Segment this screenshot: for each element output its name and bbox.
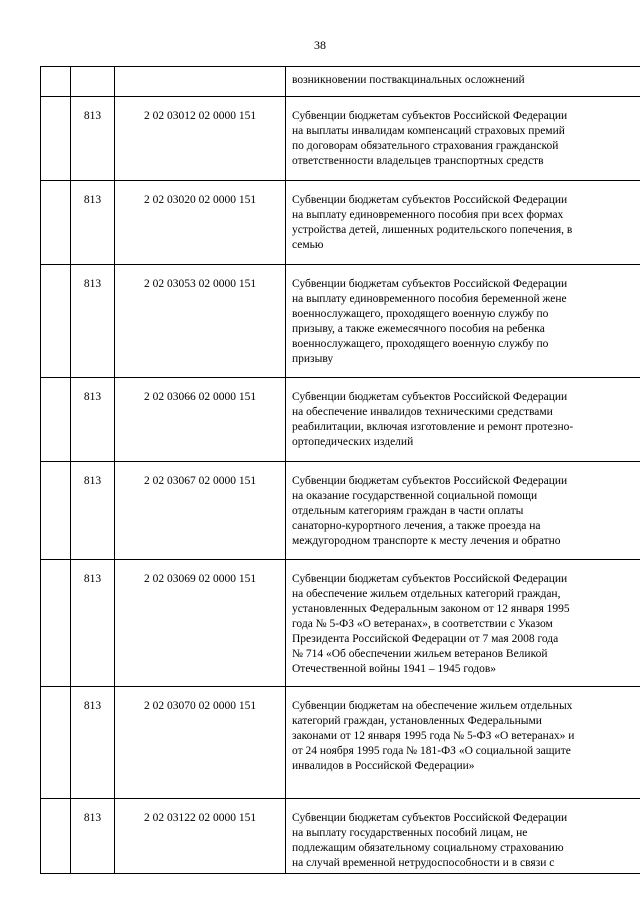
budget-code-cell: 2 02 03020 02 0000 151 xyxy=(115,181,286,265)
table-row xyxy=(41,462,640,560)
description-line: ответственности владельцев транспортных средств xyxy=(292,155,544,167)
budget-code-cell: 2 02 03067 02 0000 151 xyxy=(115,462,286,560)
description-line: призыву, а также ежемесячного пособия на ребенка xyxy=(292,323,545,335)
description-line: Субвенции бюджетам субъектов Российской Федерации xyxy=(292,278,568,290)
revenue-codes-table xyxy=(40,66,640,874)
description-cell xyxy=(286,560,640,687)
admin-code-cell: 813 xyxy=(71,378,115,462)
table-row xyxy=(41,97,640,181)
admin-code-cell: 813 xyxy=(71,265,115,378)
admin-code-cell: 813 xyxy=(71,799,115,874)
description-line: на оказание государственной социальной помощи xyxy=(292,490,538,502)
description-line: устройства детей, лишенных родительского попечения, в xyxy=(292,224,573,236)
blank-cell xyxy=(41,378,71,462)
description-line: № 714 «Об обеспечении жильем ветеранов Великой xyxy=(292,648,548,660)
table-row xyxy=(41,799,640,874)
description-line: Субвенции бюджетам субъектов Российской Федерации xyxy=(292,391,568,403)
description-cell xyxy=(286,799,640,874)
budget-code-cell: 2 02 03122 02 0000 151 xyxy=(115,799,286,874)
description-line: военнослужащего, проходящего военную службу по xyxy=(292,308,549,320)
description-line: установленных Федеральным законом от 12 января 1995 xyxy=(292,603,570,615)
admin-code-cell: 813 xyxy=(71,687,115,799)
description-line: призыву xyxy=(292,353,334,365)
description-cell xyxy=(286,462,640,560)
description-cell xyxy=(286,378,640,462)
table-row xyxy=(41,265,640,378)
blank-cell xyxy=(41,799,71,874)
table-row xyxy=(41,560,640,687)
table-row xyxy=(41,181,640,265)
description-line: отдельным категориям граждан в части оплаты xyxy=(292,505,524,517)
description-line: от 24 ноября 1995 года № 181-ФЗ «О социальной защите xyxy=(292,745,571,757)
description-line: реабилитации, включая изготовление и ремонт протезно- xyxy=(292,421,574,433)
description-line: Субвенции бюджетам субъектов Российской Федерации xyxy=(292,475,568,487)
budget-code-cell: 2 02 03012 02 0000 151 xyxy=(115,97,286,181)
budget-code-cell: 2 02 03070 02 0000 151 xyxy=(115,687,286,799)
admin-code-cell: 813 xyxy=(71,181,115,265)
admin-code-cell: 813 xyxy=(71,97,115,181)
description-line: подлежащим обязательному социальному страхованию xyxy=(292,842,564,854)
blank-cell xyxy=(41,181,71,265)
blank-cell xyxy=(41,687,71,799)
description-line: на обеспечение инвалидов техническими средствами xyxy=(292,406,553,418)
description-line: возникновении поствакцинальных осложнений xyxy=(292,74,525,86)
description-cell xyxy=(286,97,640,181)
description-line: междугородном транспорте к месту лечения и обратно xyxy=(292,535,561,547)
table-row xyxy=(41,67,640,97)
description-line: по договорам обязательного страхования гражданской xyxy=(292,140,559,152)
page-number: 38 xyxy=(314,38,326,52)
blank-cell xyxy=(41,462,71,560)
description-line: Субвенции бюджетам субъектов Российской Федерации xyxy=(292,194,568,206)
description-line: на выплату государственных пособий лицам, не xyxy=(292,827,528,839)
blank-cell xyxy=(41,67,71,97)
table-row xyxy=(41,687,640,799)
description-line: Субвенции бюджетам на обеспечение жильем отдельных xyxy=(292,700,573,712)
description-line: ортопедических изделий xyxy=(292,436,414,448)
blank-cell xyxy=(41,97,71,181)
description-line: Отечественной войны 1941 – 1945 годов» xyxy=(292,663,497,675)
budget-code-cell: 2 02 03066 02 0000 151 xyxy=(115,378,286,462)
description-line: Субвенции бюджетам субъектов Российской Федерации xyxy=(292,573,568,585)
table-body xyxy=(41,67,640,874)
description-line: на выплату единовременного пособия при всех формах xyxy=(292,209,564,221)
description-line: года № 5-ФЗ «О ветеранах», в соответствии с Указом xyxy=(292,618,553,630)
revenue-table-container xyxy=(40,66,640,905)
description-line: инвалидов в Российской Федерации» xyxy=(292,760,475,772)
description-line: Субвенции бюджетам субъектов Российской Федерации xyxy=(292,812,568,824)
description-cell xyxy=(286,687,640,799)
description-line: категорий граждан, установленных Федеральными xyxy=(292,715,542,727)
description-line: на случай временной нетрудоспособности и в связи с xyxy=(292,857,555,869)
admin-code-cell: 813 xyxy=(71,462,115,560)
budget-code-cell: 2 02 03069 02 0000 151 xyxy=(115,560,286,687)
table-row xyxy=(41,378,640,462)
description-line: семью xyxy=(292,239,324,251)
description-line: Субвенции бюджетам субъектов Российской Федерации xyxy=(292,110,568,122)
description-line: на выплату единовременного пособия беременной жене xyxy=(292,293,567,305)
description-line: на обеспечение жильем отдельных категорий граждан, xyxy=(292,588,561,600)
description-line: Президента Российской Федерации от 7 мая 2008 года xyxy=(292,633,559,645)
description-line: законами от 12 января 1995 года № 5-ФЗ «О ветеранах» и xyxy=(292,730,575,742)
budget-code-cell: 2 02 03053 02 0000 151 xyxy=(115,265,286,378)
description-line: санаторно-курортного лечения, а также проезда на xyxy=(292,520,541,532)
blank-cell xyxy=(41,560,71,687)
description-cell xyxy=(286,265,640,378)
description-cell xyxy=(286,67,640,97)
description-cell xyxy=(286,181,640,265)
admin-code-cell xyxy=(71,67,115,97)
budget-code-cell xyxy=(115,67,286,97)
admin-code-cell: 813 xyxy=(71,560,115,687)
description-line: военнослужащего, проходящего военную службу по xyxy=(292,338,549,350)
blank-cell xyxy=(41,265,71,378)
description-line: на выплаты инвалидам компенсаций страховых премий xyxy=(292,125,565,137)
